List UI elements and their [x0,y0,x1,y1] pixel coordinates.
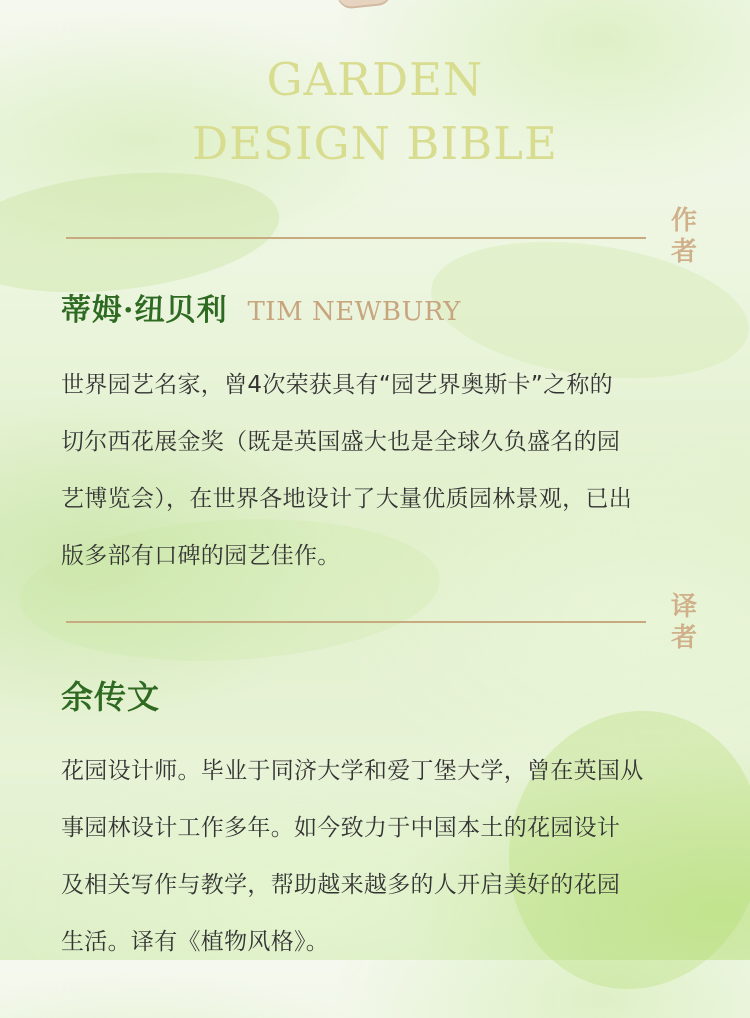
author-section-tag [668,206,700,268]
author-divider [66,237,646,239]
author-bio-line-2: 切尔西花展金奖（既是英国盛大也是全球久负盛名的园 [61,429,621,455]
author-name-english: TIM NEWBURY [247,297,461,327]
author-tag-char-2: 者 [670,237,697,267]
book-title-line-1: GARDEN [266,53,484,106]
author-bio-line-4: 版多部有口碑的园艺佳作。 [61,543,341,569]
translator-divider [66,621,646,623]
translator-bio-line-3: 及相关写作与教学，帮助越来越多的人开启美好的花园 [61,872,621,898]
translator-tag-char-1: 译 [670,592,697,622]
translator-bio [61,743,693,971]
top-watercolor-mark [337,0,392,10]
author-tag-char-1: 作 [670,206,697,236]
translator-tag-char-2: 者 [670,623,697,653]
author-name-row [61,291,461,331]
author-bio [61,357,693,585]
translator-bio-line-4: 生活。译有《植物风格》。 [61,929,330,955]
translator-section-tag [668,592,700,654]
author-name-chinese: 蒂姆·纽贝利 [61,293,228,328]
book-title-line-2: DESIGN BIBLE [192,117,558,170]
book-title [0,48,750,176]
translator-bio-line-1: 花园设计师。毕业于同济大学和爱丁堡大学，曾在英国从 [61,758,644,784]
author-bio-line-1: 世界园艺名家，曾4次荣获具有“园艺界奥斯卡”之称的 [61,372,613,398]
author-bio-line-3: 艺博览会），在世界各地设计了大量优质园林景观，已出 [61,486,632,512]
translator-bio-line-2: 事园林设计工作多年。如今致力于中国本土的花园设计 [61,815,621,841]
watercolor-wash-left [0,158,285,307]
translator-name-chinese: 余传文 [61,678,161,716]
